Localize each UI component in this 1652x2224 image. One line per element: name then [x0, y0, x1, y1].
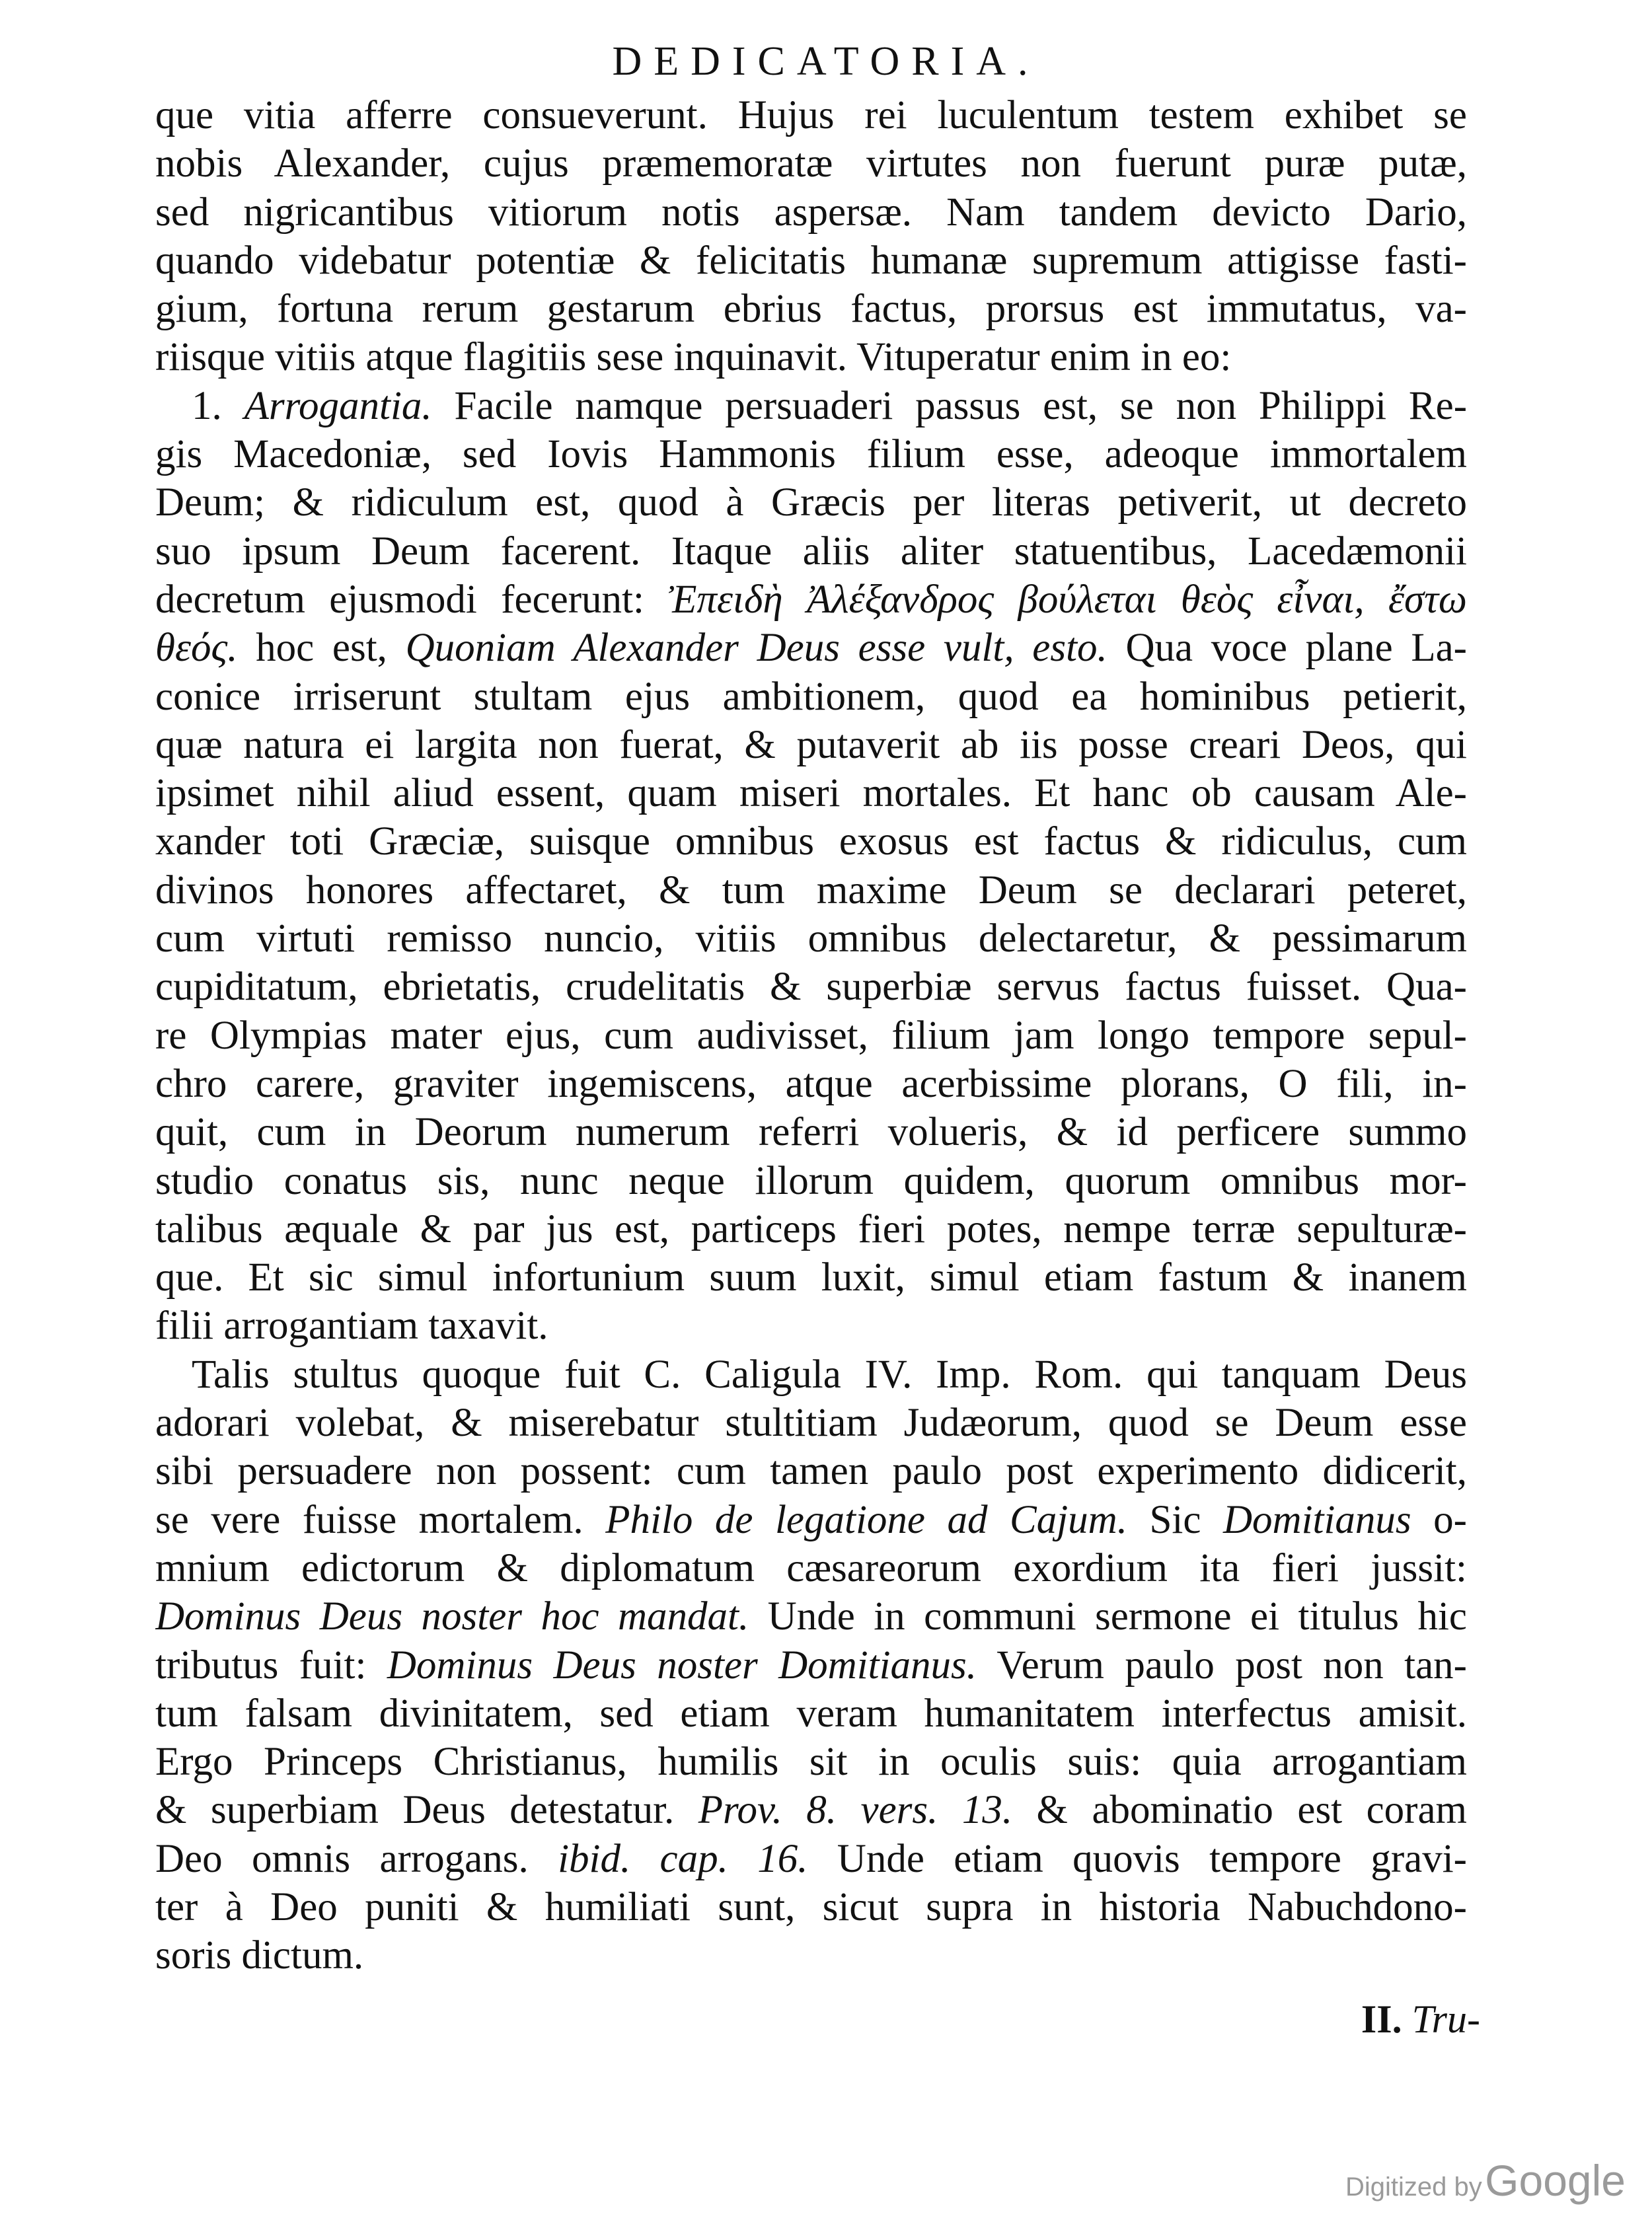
- text-line: [155, 769, 1467, 817]
- italic-segment: ibid. cap. 16.: [558, 1836, 808, 1881]
- italic-segment: Dominus Deus noster hoc mandat.: [155, 1594, 749, 1639]
- text-segment: suo ipsum Deum facerent. Itaque aliis aliter statuentibus, Lacedæmonii: [155, 529, 1467, 574]
- text-segment: quæ natura ei largita non fuerat, & putaverit ab iis posse creari Deos, qui: [155, 722, 1467, 767]
- text-segment: que vitia afferre consueverunt. Hujus rei luculentum testem exhibet se: [155, 93, 1467, 137]
- text-segment: Sic: [1127, 1497, 1223, 1542]
- text-segment: soris dictum.: [155, 1933, 364, 1978]
- google-watermark: [1345, 2155, 1626, 2205]
- text-segment: filii arrogantiam taxavit.: [155, 1304, 548, 1349]
- text-line: [155, 1689, 1467, 1738]
- text-segment: & abominatio est coram: [1012, 1788, 1467, 1833]
- text-segment: Unde etiam quovis tempore gravi-: [807, 1836, 1467, 1881]
- text-line: [155, 1496, 1467, 1544]
- text-line: [155, 1012, 1467, 1060]
- text-segment: gis Macedoniæ, sed Iovis Hammonis filium esse, adeoque immortalem: [155, 432, 1467, 477]
- text-segment: cum virtuti remisso nuncio, vitiis omnibus delectaretur, & pessimarum: [155, 916, 1467, 961]
- text-line: [155, 1157, 1467, 1205]
- text-segment: 1.: [192, 383, 244, 428]
- text-line: [155, 478, 1467, 527]
- text-line: [155, 1835, 1467, 1883]
- italic-segment: Arrogantia.: [244, 383, 432, 428]
- text-line: [155, 1108, 1467, 1156]
- text-line: [155, 914, 1467, 963]
- text-line: [155, 1447, 1467, 1495]
- text-segment: studio conatus sis, nunc neque illorum quidem, quorum omnibus mor-: [155, 1158, 1467, 1203]
- text-segment: conice irriserunt stultam ejus ambitionem, quod ea hominibus petierit,: [155, 674, 1467, 719]
- text-line: [155, 817, 1467, 866]
- text-segment: adorari volebat, & miserebatur stultitiam Judæorum, quod se Deum esse: [155, 1401, 1467, 1446]
- text-line: [155, 285, 1467, 333]
- text-segment: sibi persuadere non possent: cum tamen paulo post experimento didicerit,: [155, 1449, 1467, 1494]
- italic-segment: Ἐπειδὴ Ἀλέξανδρος βούλεται θεὸς εἶναι, ἔστω: [668, 577, 1467, 622]
- text-line: [155, 1302, 1467, 1350]
- text-segment: Verum paulo post non tan-: [977, 1643, 1467, 1687]
- text-segment: quando videbatur potentiæ & felicitatis humanæ supremum attigisse fasti-: [155, 238, 1467, 283]
- watermark-brand: Google: [1485, 2156, 1626, 2205]
- catchword-text: Tru-: [1411, 1997, 1480, 2041]
- text-line: [155, 1205, 1467, 1253]
- text-segment: talibus æquale & par jus est, particeps fieri potes, nempe terræ sepulturæ-: [155, 1206, 1467, 1251]
- text-line: [155, 673, 1467, 721]
- text-line: [155, 91, 1467, 139]
- text-line: [155, 1786, 1467, 1834]
- text-segment: nobis Alexander, cujus præmemoratæ virtutes non fuerunt puræ putæ,: [155, 141, 1467, 186]
- text-line: [155, 1253, 1467, 1302]
- text-line: [155, 1883, 1467, 1931]
- watermark-prefix: Digitized by: [1345, 2172, 1482, 2202]
- text-segment: quit, cum in Deorum numerum referri volueris, & id perficere summo: [155, 1110, 1467, 1155]
- catchword: [1361, 1997, 1480, 2042]
- text-segment: tum falsam divinitatem, sed etiam veram humanitatem interfectus amisit.: [155, 1691, 1467, 1736]
- text-segment: divinos honores affectaret, & tum maxime Deum se declarari peteret,: [155, 868, 1467, 912]
- text-line: [155, 1641, 1467, 1689]
- text-segment: ipsimet nihil aliud essent, quam miseri mortales. Et hanc ob causam Ale-: [155, 771, 1467, 816]
- text-line: [155, 1931, 1467, 1980]
- text-line: [155, 188, 1467, 237]
- text-segment: Ergo Princeps Christianus, humilis sit in oculis suis: quia arrogantiam: [155, 1740, 1467, 1785]
- text-segment: riisque vitiis atque flagitiis sese inquinavit. Vituperatur enim in eo:: [155, 335, 1232, 380]
- text-segment: Talis stultus quoque fuit C. Caligula IV. Imp. Rom. qui tanquam Deus: [192, 1352, 1467, 1397]
- text-line: [155, 1351, 1467, 1399]
- text-line: [155, 1544, 1467, 1592]
- catchword-number: II.: [1361, 1997, 1402, 2041]
- body-text: [155, 91, 1467, 1980]
- text-line: [155, 721, 1467, 769]
- text-line: [155, 963, 1467, 1011]
- text-segment: se vere fuisse mortalem.: [155, 1497, 606, 1542]
- text-segment: hoc est,: [237, 626, 406, 671]
- text-line: [155, 382, 1467, 430]
- italic-segment: Prov. 8. vers. 13.: [698, 1788, 1013, 1833]
- text-segment: gium, fortuna rerum gestarum ebrius factus, prorsus est immutatus, va-: [155, 287, 1467, 332]
- text-segment: Facile namque persuaderi passus est, se non Philippi Re-: [432, 383, 1467, 428]
- text-segment: & superbiam Deus detestatur.: [155, 1788, 698, 1833]
- text-segment: mnium edictorum & diplomatum cæsareorum exordium ita fieri jussit:: [155, 1545, 1467, 1590]
- text-line: [155, 527, 1467, 575]
- text-line: [155, 624, 1467, 672]
- text-segment: re Olympias mater ejus, cum audivisset, filium jam longo tempore sepul-: [155, 1013, 1467, 1058]
- text-segment: Deum; & ridiculum est, quod à Græcis per literas petiverit, ut decreto: [155, 480, 1467, 525]
- text-segment: o-: [1411, 1497, 1467, 1542]
- italic-segment: Philo de legatione ad Cajum.: [605, 1497, 1127, 1542]
- italic-segment: θεός.: [155, 626, 238, 671]
- text-line: [155, 430, 1467, 478]
- text-segment: chro carere, graviter ingemiscens, atque acerbissime plorans, O fili, in-: [155, 1061, 1467, 1106]
- text-segment: xander toti Græciæ, suisque omnibus exosus est factus & ridiculus, cum: [155, 819, 1467, 864]
- text-line: [155, 237, 1467, 285]
- running-header: DEDICATORIA.: [612, 39, 1040, 84]
- text-line: [155, 1592, 1467, 1641]
- italic-segment: Dominus Deus noster Domitianus.: [387, 1643, 977, 1687]
- text-segment: ter à Deo puniti & humiliati sunt, sicut supra in historia Nabuchdono-: [155, 1884, 1467, 1929]
- text-segment: tributus fuit:: [155, 1643, 387, 1687]
- text-segment: Deo omnis arrogans.: [155, 1836, 558, 1881]
- text-line: [155, 1399, 1467, 1447]
- text-line: [155, 1060, 1467, 1108]
- text-segment: decretum ejusmodi fecerunt:: [155, 577, 669, 622]
- italic-segment: Domitianus: [1222, 1497, 1411, 1542]
- text-line: [155, 333, 1467, 381]
- text-segment: sed nigricantibus vitiorum notis aspersæ. Nam tandem devicto Dario,: [155, 190, 1467, 235]
- text-segment: Qua voce plane La-: [1107, 626, 1467, 671]
- text-line: [155, 1738, 1467, 1786]
- text-segment: que. Et sic simul infortunium suum luxit, simul etiam fastum & inanem: [155, 1255, 1467, 1300]
- italic-segment: Quoniam Alexander Deus esse vult, esto.: [405, 626, 1108, 671]
- text-line: [155, 866, 1467, 914]
- text-segment: Unde in communi sermone ei titulus hic: [749, 1594, 1467, 1639]
- text-segment: cupiditatum, ebrietatis, crudelitatis & superbiæ servus factus fuisset. Qua-: [155, 965, 1467, 1010]
- text-line: [155, 575, 1467, 624]
- text-line: [155, 139, 1467, 188]
